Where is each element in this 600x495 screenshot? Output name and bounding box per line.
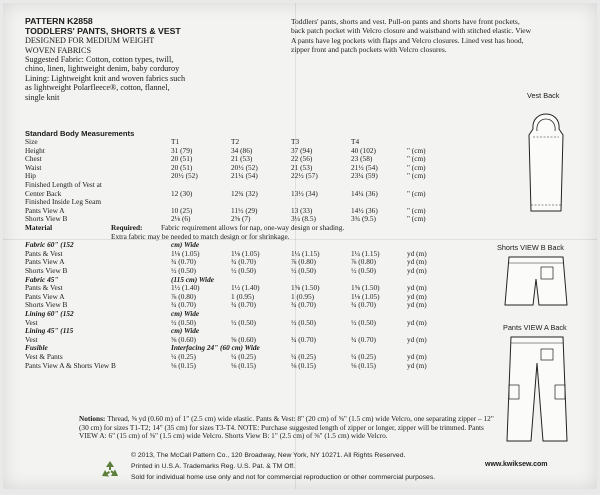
measurement-row-cell: 14½ (36) xyxy=(351,205,378,215)
measurement-row-cell: 22 (56) xyxy=(291,154,313,164)
yardage-row-cell: ⅝ (0.60) xyxy=(171,334,196,344)
yardage-row-cell: ½ (0.50) xyxy=(171,317,196,327)
measurement-row-cell: 2⅛ (6) xyxy=(171,214,191,224)
measurement-row-cell: Height xyxy=(25,145,45,155)
yardage-row-cell: yd (m) xyxy=(407,283,427,293)
measurement-row-cell: 37 (94) xyxy=(291,145,313,155)
suggested-fabric: chino, linen, lightweight denim, baby corduroy xyxy=(25,64,180,74)
measurement-row-cell: 12 (30) xyxy=(171,188,193,198)
measurement-row-cell: 40 (102) xyxy=(351,145,376,155)
measurement-row-cell: " (cm) xyxy=(407,205,426,215)
measurement-row-cell: 21 (53) xyxy=(291,162,313,172)
measurement-row-cell: 21 (53) xyxy=(231,154,253,164)
material-text: Required: xyxy=(111,223,143,232)
yardage-row-cell: Vest xyxy=(25,334,38,344)
yardage-row-cell: ¾ (0.70) xyxy=(351,334,376,344)
yardage-row-cell: Vest & Pants xyxy=(25,352,63,361)
yardage-row-cell: ½ (0.50) xyxy=(291,317,316,327)
yardage-row-cell: ¼ (0.25) xyxy=(351,352,376,361)
yardage-row-cell: yd (m) xyxy=(407,248,427,258)
material-text: Extra fabric may be needed to match design or for shrinkage. xyxy=(111,231,290,241)
yardage-row-cell: Pants View A xyxy=(25,257,65,267)
yardage-row-cell: ½ (0.50) xyxy=(231,317,256,327)
yardage-row-cell: yd (m) xyxy=(407,360,427,370)
measurement-row-cell: 3¼ (8.5) xyxy=(291,214,316,224)
lining-note: single knit xyxy=(25,92,60,102)
yardage-row-cell: Shorts View B xyxy=(25,300,68,310)
measurement-row-cell: Finished Length of Vest at xyxy=(25,180,102,189)
pattern-envelope-back xyxy=(3,3,597,489)
yardage-row-cell: ½ (0.50) xyxy=(291,266,316,275)
suggested-fabric: Suggested Fabric: Cotton, cotton types, twill, xyxy=(25,55,174,64)
yardage-row-cell: 1 (0.95) xyxy=(231,291,255,301)
measurement-row-cell: T1 xyxy=(171,137,180,146)
yardage-row-cell: ⅛ (0.15) xyxy=(351,360,376,370)
measurement-row-cell: 14¼ (36) xyxy=(351,188,378,198)
measurement-row-cell: " (cm) xyxy=(407,188,426,198)
fabric-heading-row-cell: Lining 45" (115 xyxy=(25,326,74,336)
measurement-row-cell: Finished Inside Leg Seam xyxy=(25,197,101,207)
fabric-heading-row-cell: Fabric 60" (152 xyxy=(25,240,74,250)
material-text: Material xyxy=(25,223,53,232)
vest-back-sketch xyxy=(513,101,579,219)
yardage-row-cell: 1¼ (1.15) xyxy=(351,248,380,258)
yardage-row-cell: ⅞ (0.80) xyxy=(291,257,316,267)
yardage-row-cell: 1⅛ (1.05) xyxy=(351,291,380,301)
yardage-row-cell: ¾ (0.70) xyxy=(171,300,196,310)
fabric-heading-row-cell: cm) Wide xyxy=(171,240,200,250)
yardage-row-cell: yd (m) xyxy=(407,317,427,327)
measurement-row-cell: " (cm) xyxy=(407,145,426,155)
measurement-row-cell: 13½ (34) xyxy=(291,188,318,198)
yardage-row-cell: 1½ (1.40) xyxy=(171,283,200,293)
fabric-heading-row-cell: cm) Wide xyxy=(171,309,200,318)
pants-back-sketch xyxy=(501,333,573,445)
measurement-row-cell: T2 xyxy=(231,137,240,146)
yardage-row-cell: 1⅛ (1.05) xyxy=(171,248,200,258)
yardage-row-cell: 1 (0.95) xyxy=(291,291,315,301)
measurement-row-cell: 23¼ (59) xyxy=(351,171,378,181)
yardage-row-cell: ¾ (0.70) xyxy=(171,257,196,267)
yardage-row-cell: ¾ (0.70) xyxy=(291,300,316,310)
yardage-row-cell: Pants & Vest xyxy=(25,283,63,293)
measurement-row-cell: " (cm) xyxy=(407,154,426,164)
notions-label: Notions: xyxy=(79,414,106,423)
yardage-row-cell: Shorts View B xyxy=(25,266,68,275)
yardage-row-cell: ⅞ (0.80) xyxy=(171,291,196,301)
design-note: WOVEN FABRICS xyxy=(25,45,92,55)
measurement-row-cell: T3 xyxy=(291,137,300,146)
pattern-title: TODDLERS' PANTS, SHORTS & VEST xyxy=(25,25,181,36)
yardage-row-cell: ¼ (0.25) xyxy=(231,352,256,361)
yardage-row-cell: ⅛ (0.15) xyxy=(291,360,316,370)
yardage-row-cell: ¾ (0.70) xyxy=(291,334,316,344)
lining-note: Lining: Lightweight knit and woven fabrics such xyxy=(25,73,186,83)
measurement-row-cell: 20½ (52) xyxy=(231,162,258,172)
yardage-row-cell: Pants View A xyxy=(25,291,65,301)
website-link[interactable]: www.kwiksew.com xyxy=(485,461,548,468)
measurement-row-cell: 20½ (52) xyxy=(171,171,198,181)
measurement-row-cell: 22½ (57) xyxy=(291,171,318,181)
measurement-row-cell: Hip xyxy=(25,171,36,181)
fabric-heading-row-cell: Lining 60" (152 xyxy=(25,309,74,318)
usage-line: Sold for individual home use only and not for commercial reproduction or other commercial purposes. xyxy=(131,474,436,481)
measurement-row-cell: " (cm) xyxy=(407,214,426,224)
yardage-row-cell: yd (m) xyxy=(407,266,427,275)
measurement-row-cell: Pants View A xyxy=(25,205,65,215)
copyright-line: © 2013, The McCall Pattern Co., 120 Broadway, New York, NY 10271. All Rights Reserved. xyxy=(131,452,406,459)
shorts-back-sketch xyxy=(501,253,571,309)
measurement-row-cell: Shorts View B xyxy=(25,214,68,224)
measurement-row-cell: 20 (51) xyxy=(171,154,193,164)
yardage-row-cell: 1⅛ (1.05) xyxy=(231,248,260,258)
fabric-heading-row-cell: cm) Wide xyxy=(171,326,200,336)
yardage-row-cell: ½ (0.50) xyxy=(351,266,376,275)
yardage-row-cell: ⅝ (0.60) xyxy=(231,334,256,344)
measurement-row-cell: 3¾ (9.5) xyxy=(351,214,376,224)
yardage-row-cell: ¼ (0.25) xyxy=(171,352,196,361)
yardage-row-cell: 1⅝ (1.50) xyxy=(351,283,380,293)
measurement-row-cell: 31 (79) xyxy=(171,145,193,155)
pants-back-label: Pants VIEW A Back xyxy=(503,323,567,332)
yardage-row-cell: Vest xyxy=(25,317,38,327)
measurement-row-cell: " (cm) xyxy=(407,162,426,172)
yardage-row-cell: ¾ (0.70) xyxy=(231,257,256,267)
measurement-row-cell: T4 xyxy=(351,137,360,146)
lining-note: as lightweight Polarfleece®, cotton, flannel, xyxy=(25,83,170,93)
measurement-row-cell: 34 (86) xyxy=(231,145,253,155)
yardage-row-cell: 1¼ (1.15) xyxy=(291,248,320,258)
yardage-row-cell: ½ (0.50) xyxy=(171,266,196,275)
measurement-row-cell: 12¾ (32) xyxy=(231,188,258,198)
yardage-row-cell: ¼ (0.25) xyxy=(291,352,316,361)
yardage-row-cell: Pants & Vest xyxy=(25,248,63,258)
yardage-row-cell: 1½ (1.40) xyxy=(231,283,260,293)
copyright-footer xyxy=(131,450,435,483)
yardage-row-cell: ¾ (0.70) xyxy=(351,300,376,310)
yardage-row-cell: ⅛ (0.15) xyxy=(171,360,196,370)
measurement-row-cell: " (cm) xyxy=(407,171,426,181)
measurement-row-cell: 21½ (54) xyxy=(351,162,378,172)
measurement-row-cell: Chest xyxy=(25,154,42,164)
measurement-row-cell: 21¼ (54) xyxy=(231,171,258,181)
yardage-row-cell: yd (m) xyxy=(407,352,427,361)
yardage-row-cell: Pants View A & Shorts View B xyxy=(25,360,116,370)
shorts-back-label: Shorts VIEW B Back xyxy=(497,243,564,252)
trademark-line: Printed in U.S.A. Trademarks Reg. U.S. Pat. & TM Off. xyxy=(131,463,296,470)
vest-back-label: Vest Back xyxy=(527,91,560,100)
yardage-row-cell: yd (m) xyxy=(407,291,427,301)
yardage-row-cell: yd (m) xyxy=(407,334,427,344)
yardage-row-cell: yd (m) xyxy=(407,257,427,267)
measurement-row-cell: 23 (58) xyxy=(351,154,373,164)
material-text: Fabric requirement allows for nap, one-way design or shading. xyxy=(161,223,345,232)
fabric-heading-row-cell: Fusible xyxy=(25,343,48,353)
yardage-row-cell: yd (m) xyxy=(407,300,427,310)
fabric-heading-row-cell: (115 cm) Wide xyxy=(171,274,214,284)
yardage-row-cell: ¾ (0.70) xyxy=(231,300,256,310)
measurement-row-cell: Waist xyxy=(25,162,42,172)
fabric-heading-row-cell: Fabric 45" xyxy=(25,274,59,284)
measurements-title: Standard Body Measurements xyxy=(25,129,135,138)
pattern-header xyxy=(25,17,265,102)
measurement-row-cell: 2⅝ (7) xyxy=(231,214,251,224)
design-note: DESIGNED FOR MEDIUM WEIGHT xyxy=(25,36,155,46)
notions-text xyxy=(79,415,503,441)
yardage-row-cell: ⅞ (0.80) xyxy=(351,257,376,267)
notions-body: Thread, ⅝ yd (0.60 m) of 1" (2.5 cm) wide elastic. Pants & Vest: 8" (20 cm) of ⅝" (1.5 cm) wide Velcro, one separating zipper – 12" (30 cm) for sizes T1-T2; 14" (35 cm) for sizes T3-T4. NOTE: Purchase suggested length of zipper or longer, zipper will be trimmed. Pants VIEW A: 6" (15 cm) of ⅝" (1.5 cm) wide Velcro. Shorts View B: 1" (2.5 cm) of ⅝" (1.5 cm) wide Velcro. xyxy=(79,414,494,441)
fabric-heading-row-cell: Interfacing 24" (60 cm) Wide xyxy=(171,343,260,353)
yardage-row-cell: 1⅝ (1.50) xyxy=(291,283,320,293)
measurement-row-cell: 10 (25) xyxy=(171,205,193,215)
yardage-row-cell: ½ (0.50) xyxy=(351,317,376,327)
pattern-number: PATTERN K2858 xyxy=(25,16,93,26)
measurement-row-cell: Center Back xyxy=(25,188,62,198)
pattern-description: Toddlers' pants, shorts and vest. Pull-on pants and shorts have front pockets, back patch pocket with Velcro closure and waistband with stitched elastic. View A pants have leg pockets with flaps and Velcro closures. Lined vest has hood, zipper front and patch pockets with Velcro closures. xyxy=(291,17,532,55)
recycle-icon xyxy=(99,459,121,479)
measurement-row-cell: Size xyxy=(25,137,38,146)
measurement-row-cell: 20 (51) xyxy=(171,162,193,172)
measurement-row-cell: 11½ (29) xyxy=(231,205,258,215)
yardage-row-cell: ½ (0.50) xyxy=(231,266,256,275)
yardage-row-cell: ⅛ (0.15) xyxy=(231,360,256,370)
measurement-row-cell: 13 (33) xyxy=(291,205,313,215)
